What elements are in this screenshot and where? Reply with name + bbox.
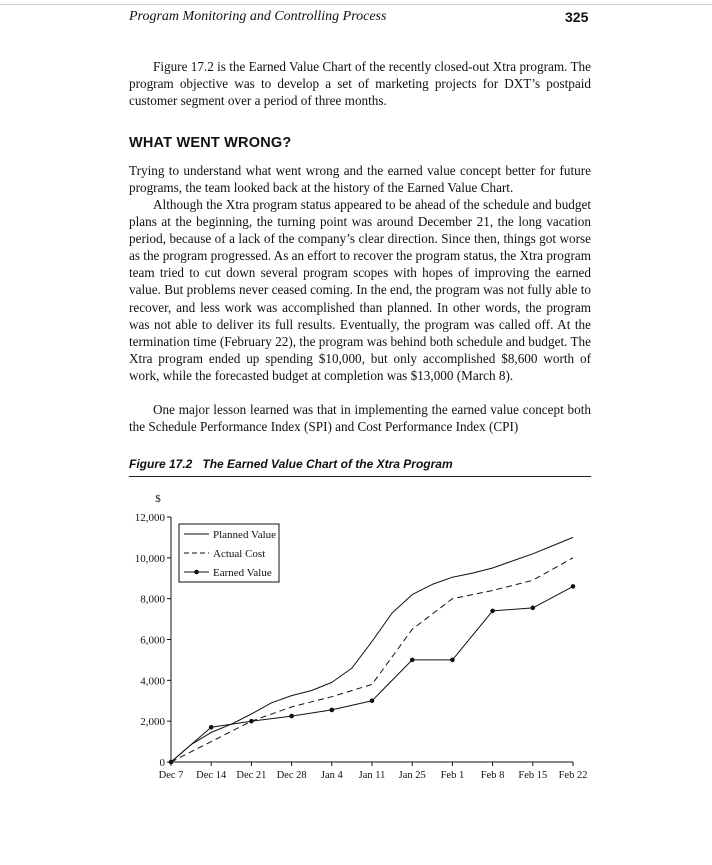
figure-title: The Earned Value Chart of the Xtra Program — [202, 457, 453, 471]
paragraph-3: One major lesson learned was that in implementing the earned value concept both the Schedule Performance Index (SPI) and Cost Performance Index (CPI) — [129, 402, 591, 435]
y-axis-label: $ — [155, 493, 161, 505]
x-tick-label: Jan 11 — [358, 770, 386, 781]
legend-marker — [194, 570, 199, 575]
y-tick-label: 2,000 — [140, 716, 165, 729]
data-point — [209, 725, 214, 730]
legend-label: Actual Cost — [213, 548, 266, 560]
x-tick-label: Feb 8 — [480, 770, 505, 781]
series-line-actual-cost — [171, 558, 573, 762]
x-tick-label: Feb 22 — [558, 770, 588, 781]
y-tick-label: 0 — [159, 757, 165, 769]
y-tick-label: 4,000 — [140, 675, 165, 688]
figure-rule — [129, 476, 591, 477]
paragraph-2: Although the Xtra program status appeared to be ahead of the schedule and budget plans at the beginning, the turning point was around December 21, the long vacation period, because of a lack of the company’s clear direction. Since then, things got worse as the program progressed. As an effort to recover the program status, the Xtra program team tried to cut down several program scopes with hopes of improving the earned value. But problems never ceased coming. In the end, the program was not fully able to recover, and less work was accomplished than planned. In other words, the program was not able to deliver its full results. Eventually, the program was called off. At the termination time (February 22), the program was behind both schedule and budget. The Xtra program ended up spending $10,000, but only accomplished $8,600 worth of work, while the forecasted budget at completion was $13,000 (March 8). — [129, 197, 591, 383]
running-head: Program Monitoring and Controlling Process — [129, 9, 387, 24]
earned-value-chart — [120, 488, 600, 788]
legend-label: Planned Value — [213, 529, 277, 541]
figure-label: Figure 17.2 — [129, 457, 193, 471]
x-tick-label: Dec 14 — [196, 770, 227, 781]
x-tick-label: Feb 1 — [440, 770, 465, 781]
legend-label: Earned Value — [213, 567, 272, 579]
section-heading: WHAT WENT WRONG? — [129, 135, 292, 151]
figure-caption — [129, 457, 453, 471]
data-point — [330, 708, 335, 713]
x-tick-label: Dec 28 — [276, 770, 307, 781]
page-top-rule — [0, 4, 712, 5]
x-tick-label: Feb 15 — [518, 770, 548, 781]
data-point — [450, 658, 455, 663]
x-tick-label: Jan 25 — [398, 770, 426, 781]
series-line-earned-value — [171, 586, 573, 762]
intro-paragraph: Figure 17.2 is the Earned Value Chart of the recently closed-out Xtra program. The program objective was to develop a set of marketing projects for DXT’s postpaid customer segment over a period of three months. — [129, 59, 591, 109]
data-point — [490, 609, 495, 614]
data-point — [289, 714, 294, 719]
x-tick-label: Dec 21 — [236, 770, 267, 781]
y-tick-label: 8,000 — [140, 593, 165, 606]
data-point — [410, 658, 415, 663]
x-tick-label: Jan 4 — [320, 770, 343, 781]
x-tick-label: Dec 7 — [158, 770, 184, 781]
data-point — [531, 606, 536, 611]
paragraph-1: Trying to understand what went wrong and the earned value concept better for future programs, the team looked back at the history of the Earned Value Chart. — [129, 163, 591, 196]
data-point — [169, 760, 174, 765]
y-tick-label: 6,000 — [140, 634, 165, 647]
data-point — [249, 719, 254, 724]
data-point — [370, 698, 375, 703]
y-tick-label: 10,000 — [134, 552, 165, 565]
data-point — [571, 584, 576, 589]
y-tick-label: 12,000 — [134, 512, 165, 524]
page-number: 325 — [565, 9, 589, 25]
